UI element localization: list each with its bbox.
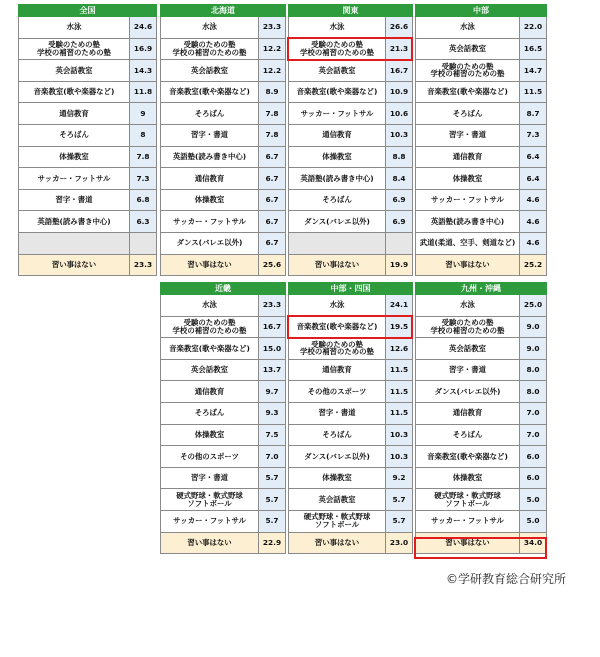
table-row: [161, 338, 286, 360]
none-row: [416, 254, 547, 276]
percent-value: 9.2: [386, 467, 413, 489]
table-row: [289, 81, 413, 103]
percent-value: [386, 232, 413, 254]
percent-value: 9.0: [520, 316, 547, 338]
percent-value: 10.3: [386, 446, 413, 468]
table-row: [289, 103, 413, 125]
none-value: 23.0: [386, 532, 413, 554]
table-row: [289, 489, 413, 511]
panel-kinki: [160, 282, 285, 554]
percent-value: 6.7: [259, 168, 286, 190]
activity-label: そろばん: [19, 124, 130, 146]
activity-label: 通信教育: [289, 359, 386, 381]
percent-value: 10.6: [386, 103, 413, 125]
activity-label: 受験のための塾 学校の補習のための塾: [416, 316, 520, 338]
ranking-table: [160, 282, 286, 554]
activity-label: 音楽教室(歌や楽器など): [161, 81, 259, 103]
percent-value: 8.4: [386, 168, 413, 190]
percent-value: 15.0: [259, 338, 286, 360]
activity-label: 音楽教室(歌や楽器など): [289, 316, 386, 338]
percent-value: 4.6: [520, 232, 547, 254]
activity-label: 体操教室: [416, 467, 520, 489]
none-label: 習い事はない: [289, 254, 386, 276]
activity-label: 通信教育: [19, 103, 130, 125]
ranking-table: [160, 4, 286, 276]
activity-label: 水泳: [19, 17, 130, 39]
none-row: [289, 532, 413, 554]
table-row: [161, 381, 286, 403]
table-row: [161, 316, 286, 338]
none-label: 習い事はない: [289, 532, 386, 554]
table-row: [19, 124, 157, 146]
percent-value: 16.7: [386, 60, 413, 82]
activity-label: 体操教室: [161, 189, 259, 211]
table-row: [19, 189, 157, 211]
activity-label: ダンス(バレエ以外): [416, 381, 520, 403]
table-row: [416, 489, 547, 511]
none-value: 23.3: [130, 254, 157, 276]
none-value: 25.2: [520, 254, 547, 276]
percent-value: 13.7: [259, 359, 286, 381]
percent-value: 9.3: [259, 402, 286, 424]
activity-label: そろばん: [416, 424, 520, 446]
table-row: [416, 338, 547, 360]
activity-label: 英語塾(読み書き中心): [289, 168, 386, 190]
region-header: 中部・四国: [289, 283, 413, 295]
table-row: [416, 103, 547, 125]
copyright-text: ©学研教育総合研究所: [446, 572, 567, 586]
percent-value: 16.5: [520, 38, 547, 60]
activity-label: 通信教育: [161, 381, 259, 403]
activity-label: 音楽教室(歌や楽器など): [416, 81, 520, 103]
percent-value: 4.6: [520, 211, 547, 233]
table-row: [289, 211, 413, 233]
none-row: [289, 254, 413, 276]
activity-label: [289, 232, 386, 254]
activity-label: 受験のための塾 学校の補習のための塾: [161, 38, 259, 60]
table-row: [416, 17, 547, 39]
percent-value: 6.9: [386, 189, 413, 211]
activity-label: 水泳: [416, 17, 520, 39]
percent-value: 5.7: [259, 489, 286, 511]
percent-value: 7.0: [259, 446, 286, 468]
activity-label: 水泳: [161, 295, 259, 317]
percent-value: 6.8: [130, 189, 157, 211]
table-row: [289, 168, 413, 190]
activity-label: サッカー・フットサル: [19, 168, 130, 190]
activity-label: そろばん: [416, 103, 520, 125]
activity-label: そろばん: [161, 402, 259, 424]
table-row: [161, 232, 286, 254]
percent-value: 5.7: [386, 510, 413, 532]
table-row: [416, 38, 547, 60]
table-row: [161, 17, 286, 39]
table-row: [289, 467, 413, 489]
table-row: [19, 232, 157, 254]
table-row: [416, 381, 547, 403]
percent-value: 9: [130, 103, 157, 125]
table-row: [161, 295, 286, 317]
percent-value: 7.5: [259, 424, 286, 446]
table-row: [289, 189, 413, 211]
percent-value: 24.1: [386, 295, 413, 317]
table-row: [289, 359, 413, 381]
percent-value: 9.0: [520, 338, 547, 360]
percent-value: 24.6: [130, 17, 157, 39]
none-row: [19, 254, 157, 276]
activity-label: 通信教育: [161, 168, 259, 190]
table-row: [416, 232, 547, 254]
table-row: [289, 446, 413, 468]
activity-label: 受験のための塾 学校の補習のための塾: [416, 60, 520, 82]
none-label: 習い事はない: [19, 254, 130, 276]
percent-value: 6.4: [520, 168, 547, 190]
activity-label: 通信教育: [289, 124, 386, 146]
table-row: [289, 146, 413, 168]
percent-value: 6.7: [259, 232, 286, 254]
table-row: [19, 17, 157, 39]
none-value: 22.9: [259, 532, 286, 554]
region-header: 近畿: [161, 283, 286, 295]
activity-label: ダンス(バレエ以外): [289, 446, 386, 468]
percent-value: 25.0: [520, 295, 547, 317]
activity-label: 習字・書道: [289, 402, 386, 424]
activity-label: 体操教室: [289, 146, 386, 168]
activity-label: 硬式野球・軟式野球 ソフトボール: [416, 489, 520, 511]
table-row: [416, 60, 547, 82]
activity-label: 音楽教室(歌や楽器など): [416, 446, 520, 468]
percent-value: 6.3: [130, 211, 157, 233]
table-row: [161, 168, 286, 190]
percent-value: 8.0: [520, 381, 547, 403]
table-row: [161, 146, 286, 168]
percent-value: 12.6: [386, 338, 413, 360]
percent-value: 8: [130, 124, 157, 146]
percent-value: 5.0: [520, 489, 547, 511]
table-row: [416, 211, 547, 233]
activity-label: サッカー・フットサル: [161, 211, 259, 233]
activity-label: 音楽教室(歌や楽器など): [19, 81, 130, 103]
table-row: [19, 211, 157, 233]
activity-label: サッカー・フットサル: [289, 103, 386, 125]
none-value: 19.9: [386, 254, 413, 276]
activity-label: 受験のための塾 学校の補習のための塾: [161, 316, 259, 338]
activity-label: 英会話教室: [416, 38, 520, 60]
activity-label: 硬式野球・軟式野球 ソフトボール: [161, 489, 259, 511]
none-value: 25.6: [259, 254, 286, 276]
table-row: [161, 489, 286, 511]
activity-label: [19, 232, 130, 254]
percent-value: 11.5: [520, 81, 547, 103]
activity-label: 英会話教室: [161, 60, 259, 82]
region-header: 関東: [289, 5, 413, 17]
ranking-table: [288, 282, 413, 554]
table-row: [289, 510, 413, 532]
percent-value: 6.9: [386, 211, 413, 233]
percent-value: 12.2: [259, 38, 286, 60]
table-row: [416, 146, 547, 168]
table-row: [161, 467, 286, 489]
panel-hokkaido: [160, 4, 285, 276]
ranking-table: [288, 4, 413, 276]
table-row: [161, 81, 286, 103]
table-row: [19, 60, 157, 82]
none-label: 習い事はない: [161, 532, 259, 554]
ranking-table: [415, 4, 547, 276]
table-row: [161, 60, 286, 82]
activity-label: ダンス(バレエ以外): [289, 211, 386, 233]
percent-value: 14.3: [130, 60, 157, 82]
activity-label: 受験のための塾 学校の補習のための塾: [289, 38, 386, 60]
activity-label: 英語塾(読み書き中心): [19, 211, 130, 233]
table-row: [416, 446, 547, 468]
activity-label: 水泳: [289, 17, 386, 39]
activity-label: サッカー・フットサル: [416, 510, 520, 532]
activity-label: 英会話教室: [416, 338, 520, 360]
table-row: [289, 232, 413, 254]
percent-value: 11.5: [386, 359, 413, 381]
percent-value: 10.3: [386, 124, 413, 146]
percent-value: 7.3: [130, 168, 157, 190]
activity-label: その他のスポーツ: [289, 381, 386, 403]
table-row: [416, 189, 547, 211]
table-row: [289, 60, 413, 82]
none-row: [161, 254, 286, 276]
table-row: [19, 103, 157, 125]
activity-label: その他のスポーツ: [161, 446, 259, 468]
table-row: [19, 38, 157, 60]
activity-label: 英会話教室: [289, 60, 386, 82]
percent-value: 5.7: [259, 510, 286, 532]
activity-label: 習字・書道: [416, 124, 520, 146]
percent-value: [130, 232, 157, 254]
percent-value: 4.6: [520, 189, 547, 211]
activity-label: 体操教室: [289, 467, 386, 489]
activity-label: 武道(柔道、空手、剣道など): [416, 232, 520, 254]
table-row: [161, 211, 286, 233]
percent-value: 5.7: [259, 467, 286, 489]
percent-value: 23.3: [259, 295, 286, 317]
table-row: [289, 402, 413, 424]
percent-value: 5.0: [520, 510, 547, 532]
table-row: [161, 124, 286, 146]
percent-value: 6.7: [259, 189, 286, 211]
panel-zenkoku: [18, 4, 156, 276]
activity-label: 通信教育: [416, 146, 520, 168]
table-row: [416, 124, 547, 146]
activity-label: 習字・書道: [19, 189, 130, 211]
activity-label: 受験のための塾 学校の補習のための塾: [19, 38, 130, 60]
table-row: [289, 38, 413, 60]
activity-label: 音楽教室(歌や楽器など): [289, 81, 386, 103]
activity-label: 体操教室: [19, 146, 130, 168]
panel-kyushu-okinawa: [415, 282, 546, 554]
activity-label: 水泳: [416, 295, 520, 317]
table-row: [19, 146, 157, 168]
table-row: [289, 295, 413, 317]
activity-label: ダンス(バレエ以外): [161, 232, 259, 254]
table-row: [161, 402, 286, 424]
table-row: [416, 510, 547, 532]
activity-label: 水泳: [161, 17, 259, 39]
activity-label: サッカー・フットサル: [161, 510, 259, 532]
region-header: 中部: [416, 5, 547, 17]
activity-label: 英会話教室: [289, 489, 386, 511]
percent-value: 16.9: [130, 38, 157, 60]
percent-value: 6.7: [259, 211, 286, 233]
table-row: [19, 81, 157, 103]
percent-value: 8.7: [520, 103, 547, 125]
percent-value: 7.0: [520, 424, 547, 446]
percent-value: 12.2: [259, 60, 286, 82]
table-row: [416, 424, 547, 446]
percent-value: 7.8: [259, 103, 286, 125]
none-row: [161, 532, 286, 554]
table-row: [161, 510, 286, 532]
activity-label: 習字・書道: [161, 467, 259, 489]
none-row: [416, 532, 547, 554]
percent-value: 5.7: [386, 489, 413, 511]
activity-label: 英語塾(読み書き中心): [416, 211, 520, 233]
percent-value: 7.0: [520, 402, 547, 424]
percent-value: 10.3: [386, 424, 413, 446]
percent-value: 7.3: [520, 124, 547, 146]
table-row: [161, 359, 286, 381]
table-row: [416, 402, 547, 424]
percent-value: 11.5: [386, 402, 413, 424]
ranking-table: [415, 282, 547, 554]
table-row: [289, 381, 413, 403]
none-label: 習い事はない: [161, 254, 259, 276]
table-row: [161, 424, 286, 446]
none-label: 習い事はない: [416, 254, 520, 276]
activity-label: 通信教育: [416, 402, 520, 424]
table-row: [289, 424, 413, 446]
percent-value: 7.8: [130, 146, 157, 168]
table-row: [161, 446, 286, 468]
percent-value: 6.0: [520, 467, 547, 489]
percent-value: 21.3: [386, 38, 413, 60]
none-value: 34.0: [520, 532, 547, 554]
activity-label: 音楽教室(歌や楽器など): [161, 338, 259, 360]
activity-label: 習字・書道: [161, 124, 259, 146]
table-row: [19, 168, 157, 190]
panel-chugoku-shikoku: [288, 282, 412, 554]
activity-label: 習字・書道: [416, 359, 520, 381]
table-row: [289, 17, 413, 39]
activity-label: 英会話教室: [161, 359, 259, 381]
activity-label: サッカー・フットサル: [416, 189, 520, 211]
activity-label: 体操教室: [161, 424, 259, 446]
percent-value: 9.7: [259, 381, 286, 403]
percent-value: 11.8: [130, 81, 157, 103]
percent-value: 26.6: [386, 17, 413, 39]
table-row: [161, 189, 286, 211]
none-label: 習い事はない: [416, 532, 520, 554]
table-row: [289, 316, 413, 338]
activity-label: そろばん: [161, 103, 259, 125]
table-row: [416, 467, 547, 489]
table-row: [161, 38, 286, 60]
table-row: [289, 338, 413, 360]
percent-value: 10.9: [386, 81, 413, 103]
percent-value: 6.7: [259, 146, 286, 168]
region-header: 北海道: [161, 5, 286, 17]
table-row: [416, 359, 547, 381]
activity-label: 英会話教室: [19, 60, 130, 82]
activity-label: そろばん: [289, 424, 386, 446]
table-row: [161, 103, 286, 125]
activity-label: そろばん: [289, 189, 386, 211]
table-row: [289, 124, 413, 146]
percent-value: 14.7: [520, 60, 547, 82]
panel-chubu: [415, 4, 546, 276]
percent-value: 6.0: [520, 446, 547, 468]
percent-value: 11.5: [386, 381, 413, 403]
percent-value: 7.8: [259, 124, 286, 146]
percent-value: 8.8: [386, 146, 413, 168]
percent-value: 16.7: [259, 316, 286, 338]
panel-kanto: [288, 4, 412, 276]
percent-value: 8.9: [259, 81, 286, 103]
activity-label: 受験のための塾 学校の補習のための塾: [289, 338, 386, 360]
percent-value: 8.0: [520, 359, 547, 381]
region-header: 全国: [19, 5, 157, 17]
percent-value: 23.3: [259, 17, 286, 39]
activity-label: 英語塾(読み書き中心): [161, 146, 259, 168]
activity-label: 体操教室: [416, 168, 520, 190]
activity-label: 水泳: [289, 295, 386, 317]
percent-value: 19.5: [386, 316, 413, 338]
activity-label: 硬式野球・軟式野球 ソフトボール: [289, 510, 386, 532]
table-row: [416, 81, 547, 103]
percent-value: 6.4: [520, 146, 547, 168]
table-row: [416, 168, 547, 190]
region-header: 九州・沖縄: [416, 283, 547, 295]
ranking-table: [18, 4, 157, 276]
table-row: [416, 295, 547, 317]
percent-value: 22.0: [520, 17, 547, 39]
table-row: [416, 316, 547, 338]
